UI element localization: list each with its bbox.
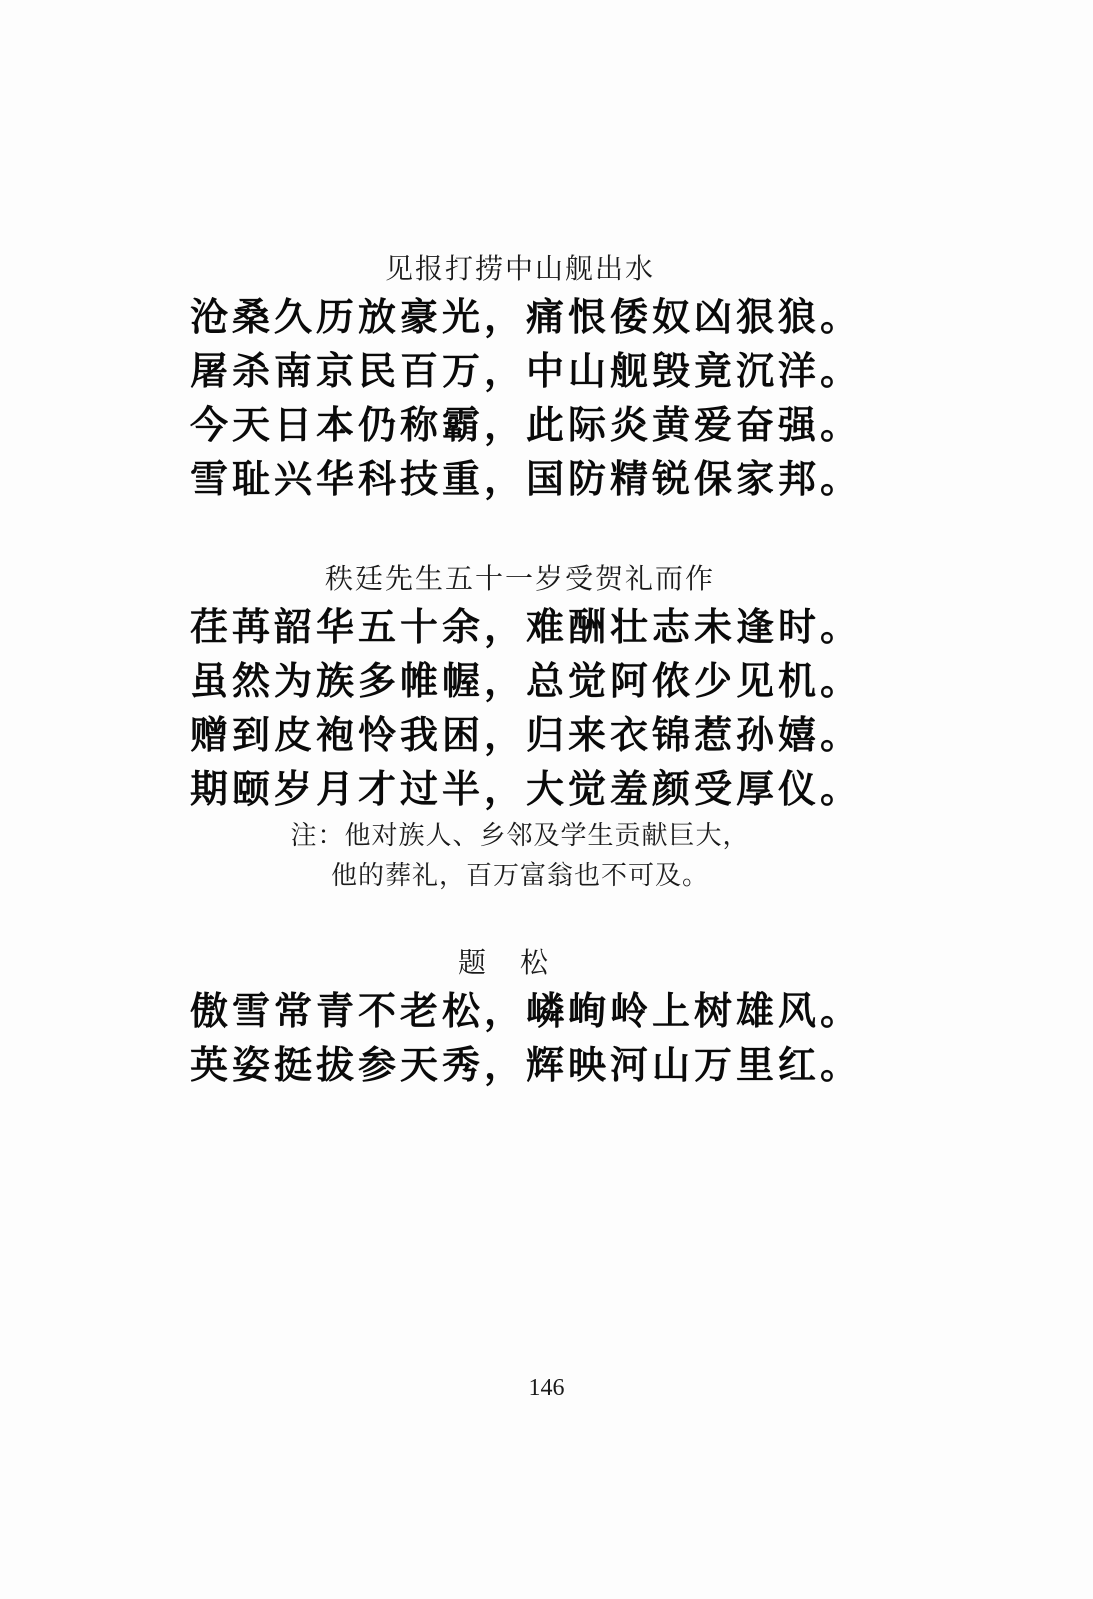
poem-3 [190,942,890,1092]
poem-1 [190,248,890,506]
poem-line: 荏苒韶华五十余，难酬壮志未逢时。 [190,605,863,649]
poem-title: 见报打捞中山舰出水 [384,252,655,285]
poem-title: 题松 [457,946,582,979]
poem-line: 期颐岁月才过半，大觉羞颜受厚仪。 [190,767,863,811]
poem-line: 虽然为族多帷幄，总觉阿侬少见机。 [190,659,863,703]
poem-line: 赠到皮袍怜我困，归来衣锦惹孙嬉。 [190,713,863,757]
poem-2 [190,558,890,896]
poem-line: 傲雪常青不老松，嶙峋岭上树雄风。 [190,989,863,1033]
poem-line: 屠杀南京民百万，中山舰毁竟沉洋。 [190,349,863,393]
poem-note-line: 他的葬礼，百万富翁也不可及。 [330,861,709,891]
poem-line: 雪耻兴华科技重，国防精锐保家邦。 [190,457,863,501]
poem-line: 英姿挺拔参天秀，辉映河山万里红。 [190,1043,863,1087]
poem-title: 秩廷先生五十一岁受贺礼而作 [324,562,715,595]
poem-line: 今天日本仍称霸，此际炎黄爱奋强。 [190,403,863,447]
page-number: 146 [528,1375,565,1401]
poem-line: 沧桑久历放豪光，痛恨倭奴凶狠狼。 [190,295,863,339]
poem-note-line: 注：他对族人、乡邻及学生贡献巨大， [290,821,750,851]
